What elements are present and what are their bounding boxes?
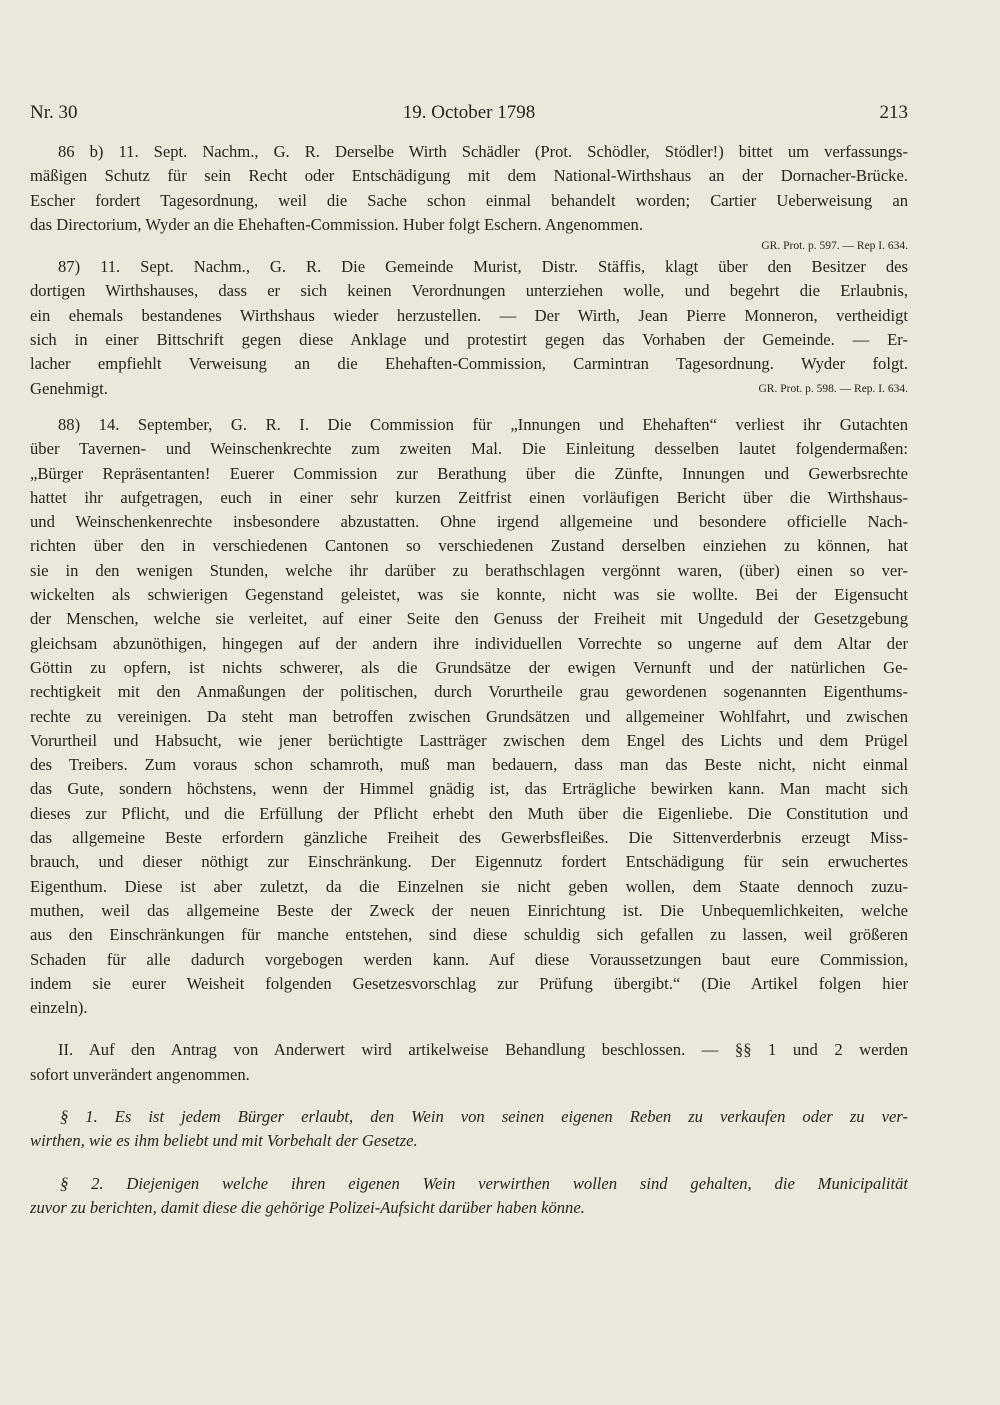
entry-88-line: brauch, und dieser nöthigt zur Einschränkung. Der Eigennutz fordert Entschädigung für sein erwuchertes [30,852,908,872]
entry-88-line: „Bürger Repräsentanten! Euerer Commission zur Berathung über die Zünfte, Innungen und Gewerbsrechte [30,463,908,483]
entry-88-line: das Gute, sondern höchstens, wenn der Himmel gnädig ist, das Erträgliche bewirken kann. Man macht sich [30,779,908,799]
section-1 [30,1105,908,1154]
entry-88-line: des Treibers. Zum voraus schon schamroth, muß man bedauern, dass man das Beste nicht, nicht einmal [30,755,908,775]
section-1-last-line: wirthen, wie es ihm beliebt und mit Vorbehalt der Gesetze. [30,1131,418,1151]
spacer [30,401,908,413]
page-header [30,102,908,128]
issue-date: 19. October 1798 [402,102,536,123]
section-1-line: § 1. Es ist jedem Bürger erlaubt, den Wein von seinen eigenen Reben zu verkaufen oder zu ver- [60,1106,908,1126]
entry-87-approved: Genehmigt. [30,378,108,398]
entry-87-line: sich in einer Bittschrift gegen diese Anklage und protestirt gegen das Vorhaben der Gemeinde. — Er- [30,330,908,350]
entry-87-line: dortigen Wirthshauses, dass er sich keinen Verordnungen unterziehen wolle, und begehrt die Erlaubnis, [30,281,908,301]
entry-88-line: indem sie eurer Weisheit folgenden Gesetzesvorschlag zur Prüfung übergibt.“ (Die Artikel folgen hier [30,973,908,993]
section-2-last-line: zuvor zu berichten, damit diese die gehörige Polizei-Aufsicht darüber haben könne. [30,1197,585,1217]
entry-87-line: ein ehemals bestandenes Wirthshaus wieder herzustellen. — Der Wirth, Jean Pierre Monneron, vertheidigt [30,305,908,325]
entry-88-line: wickelten als schwierigen Gegenstand geleistet, was sie konnte, nicht was sie wollte. Bei der Eigensucht [30,585,908,605]
entry-88-line: über Tavernen- und Weinschenkrechte zum zweiten Mal. Die Einleitung desselben lautet folgendermaßen: [30,439,908,459]
issue-number: Nr. 30 [30,102,78,123]
entry-88-line: hattet ihr aufgetragen, euch in einer sehr kurzen Zeitfrist einen vorläufigen Bericht über die Wirthshaus- [30,487,908,507]
page-body [30,140,908,1220]
spacer [30,1020,908,1038]
entry-88-line: Eigenthum. Diese ist aber zuletzt, da die Einzelnen sie nicht geben wollen, dem Staate dennoch zuzu- [30,876,908,896]
entry-88-part-2 [30,1038,908,1087]
entry-87-line: lacher empfiehlt Verweisung an die Ehehaften-Commission, Carmintran Tagesordnung. Wyder folgt. [30,354,908,374]
entry-88-line: rechte zu vereinigen. Da steht man betroffen zwischen Grundsätzen und allgemeiner Wohlfahrt, und zwischen [30,706,908,726]
entry-88-line: das allgemeine Beste erfordern gänzliche Freiheit des Gewerbsfleißes. Die Sittenverderbnis erzeugt Miss- [30,828,908,848]
entry-86b-line: mäßigen Schutz für sein Recht oder Entschädigung mit dem National-Wirthshaus an der Dornacher-Brücke. [30,166,908,186]
part-2-line: II. Auf den Antrag von Anderwert wird artikelweise Behandlung beschlossen. — §§ 1 und 2 werden [58,1040,908,1060]
entry-88-line: rechtigkeit mit den Anmaßungen der politischen, durch Vorurtheile grau gewordenen sogenannten Eigenthums- [30,682,908,702]
entry-88-line: 88) 14. September, G. R. I. Die Commission für „Innungen und Ehehaften“ verliest ihr Gutachten [58,414,908,434]
page-number: 213 [879,102,908,123]
entry-86b-reference: GR. Prot. p. 597. — Rep I. 634. [761,240,908,253]
entry-88-line: aus den Einschränkungen für manche entstehen, sind diese schuldig sich gefallen zu lassen, weil größeren [30,925,908,945]
entry-88-line: Vorurtheil und Habsucht, wie jener berüchtigte Lastträger zwischen dem Engel des Lichts und dem Prügel [30,730,908,750]
spacer [30,1087,908,1105]
section-2-line: § 2. Diejenigen welche ihren eigenen Wein verwirthen wollen sind gehalten, die Municipalität [60,1173,908,1193]
entry-86b-line: das Directorium, Wyder an die Ehehaften-Commission. Huber folgt Eschern. Angenommen. [30,214,643,234]
part-2-last-line: sofort unverändert angenommen. [30,1064,250,1084]
entry-88 [30,413,908,1020]
entry-87 [30,255,908,401]
entry-88-line: richten über den in verschiedenen Cantonen so verschiedenen Zustand derselben einziehen zu können, hat [30,536,908,556]
entry-88-line: der Menschen, welche sie verleitet, auf einer Seite den Genuss der Freiheit mit Ungeduld der Gesetzgebung [30,609,908,629]
entry-88-line: Göttin zu opfern, ist nichts schwerer, als die Grundsätze der ewigen Vernunft und der natürlichen Ge- [30,657,908,677]
entry-88-line: muthen, weil das allgemeine Beste der Zweck der neuen Einrichtung ist. Die Unbequemlichkeiten, welche [30,900,908,920]
entry-86b-line: Escher fordert Tagesordnung, weil die Sache schon einmal behandelt worden; Cartier Ueberweisung an [30,190,908,210]
section-2 [30,1172,908,1221]
entry-87-reference: GR. Prot. p. 598. — Rep. I. 634. [758,382,908,395]
entry-88-line: gleichsam abzunöthigen, hingegen auf der andern ihre individuellen Vorrechte so ungerne auf dem Altar der [30,633,908,653]
entry-88-line: dieses zur Pflicht, und die Erfüllung der Pflicht erhebt den Muth über die Eigenliebe. Die Constitution und [30,803,908,823]
entry-86b [30,140,908,255]
entry-88-line: Schaden für alle dadurch vorgebogen werden kann. Auf diese Voraussetzungen baut eure Commission, [30,949,908,969]
entry-88-last-line: einzeln). [30,998,88,1018]
entry-88-line: sie in den wenigen Stunden, welche ihr darüber zu berathschlagen vergönnt waren, (über) einen so ver- [30,560,908,580]
entry-87-line: 87) 11. Sept. Nachm., G. R. Die Gemeinde Murist, Distr. Stäffis, klagt über den Besitzer des [58,257,908,277]
spacer [30,1154,908,1172]
entry-88-line: und Weinschenkenrechte insbesondere abzustatten. Ohne irgend allgemeine und besondere officielle Nach- [30,512,908,532]
entry-87-last-line [30,377,908,401]
entry-86b-line: 86 b) 11. Sept. Nachm., G. R. Derselbe Wirth Schädler (Prot. Schödler, Stödler!) bittet um verfassungs- [58,142,908,161]
